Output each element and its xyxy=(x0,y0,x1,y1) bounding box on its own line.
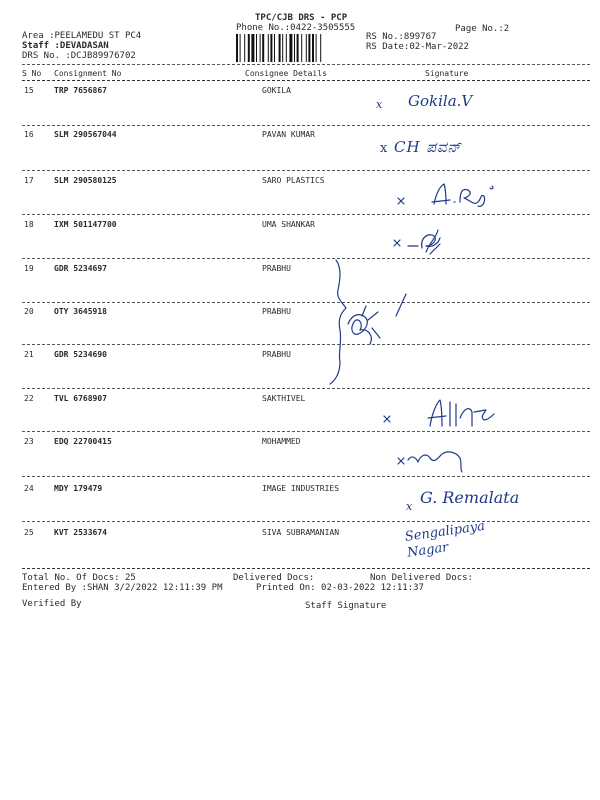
row-consignee: SIVA SUBRAMANIAN xyxy=(262,528,340,537)
barcode-bar xyxy=(282,34,283,62)
row-consignment: GDR 5234690 xyxy=(54,350,107,359)
row-consignee: PRABHU xyxy=(262,350,291,359)
drs-number: DRS No. :DCJB89976702 xyxy=(22,51,136,61)
row-sno: 16 xyxy=(24,130,34,139)
divider xyxy=(22,258,590,259)
divider xyxy=(22,431,590,432)
barcode-bar xyxy=(270,34,272,62)
staff-signature: Staff Signature xyxy=(305,601,387,611)
row-sno: 17 xyxy=(24,176,34,185)
row-consignee: UMA SHANKAR xyxy=(262,220,315,229)
divider xyxy=(22,568,590,569)
barcode-bar xyxy=(297,34,299,62)
row-sno: 23 xyxy=(24,437,34,446)
row-consignee: PRABHU xyxy=(262,307,291,316)
barcode-bar xyxy=(248,34,250,62)
rs-date: RS Date:02-Mar-2022 xyxy=(366,42,469,52)
signature-uma xyxy=(392,228,472,262)
row-consignment: EDQ 22700415 xyxy=(54,437,112,446)
entered-by: Entered By :SHAN 3/2/2022 12:11:39 PM xyxy=(22,583,223,593)
row-consignee: MOHAMMED xyxy=(262,437,301,446)
barcode-bar xyxy=(286,34,287,62)
barcode-bar xyxy=(279,34,281,62)
row-sno: 18 xyxy=(24,220,34,229)
row-sno: 22 xyxy=(24,394,34,403)
total-docs: Total No. Of Docs: 25 xyxy=(22,573,136,583)
barcode-bar xyxy=(240,34,241,62)
barcode-bar xyxy=(256,34,257,62)
area-label: Area :PEELAMEDU ST PC4 xyxy=(22,31,142,41)
printed-on: Printed On: 02-03-2022 12:11:37 xyxy=(256,583,424,593)
row-consignee: SARO PLASTICS xyxy=(262,176,325,185)
table-row xyxy=(0,307,600,321)
barcode-bar xyxy=(268,34,269,62)
row-consignee: PRABHU xyxy=(262,264,291,273)
barcode-bar xyxy=(244,34,245,62)
row-consignee: PAVAN KUMAR xyxy=(262,130,315,139)
barcode-bar xyxy=(274,34,275,62)
col-signature: Signature xyxy=(425,69,469,78)
cross-mark: x xyxy=(376,98,383,111)
cross-mark: x xyxy=(380,141,388,156)
row-consignment: MDY 179479 xyxy=(54,484,103,493)
row-consignment: KVT 2533674 xyxy=(54,528,107,537)
staff-label: Staff :DEVADASAN xyxy=(22,41,109,51)
divider xyxy=(22,80,590,81)
divider xyxy=(22,344,590,345)
barcode-bar xyxy=(294,34,295,62)
row-consignment: GDR 5234697 xyxy=(54,264,107,273)
divider xyxy=(22,388,590,389)
document-title: TPC/CJB DRS - PCP xyxy=(255,13,348,23)
row-sno: 21 xyxy=(24,350,34,359)
barcode-bar xyxy=(289,34,292,62)
row-sno: 20 xyxy=(24,307,34,316)
col-consignee: Consignee Details xyxy=(245,69,327,78)
barcode-bar xyxy=(312,34,314,62)
cross-mark: x xyxy=(406,500,413,513)
barcode-bar xyxy=(251,34,254,62)
row-sno: 24 xyxy=(24,484,34,493)
col-consignment: Consignment No xyxy=(54,69,122,78)
row-sno: 19 xyxy=(24,264,34,273)
row-consignment: IXM 501147700 xyxy=(54,220,117,229)
signature-mohammed xyxy=(396,444,476,478)
rs-number: RS No.:899767 xyxy=(366,32,437,42)
table-row xyxy=(0,264,600,278)
table-row xyxy=(0,437,600,451)
row-sno: 15 xyxy=(24,86,34,95)
barcode xyxy=(236,34,360,62)
signature-image-industries: G. Remalata xyxy=(420,488,520,507)
row-consignee: GOKILA xyxy=(262,86,291,95)
divider xyxy=(22,302,590,303)
row-consignment: TRP 7656867 xyxy=(54,86,107,95)
divider xyxy=(22,476,590,477)
divider xyxy=(22,125,590,126)
row-consignee: SAKTHIVEL xyxy=(262,394,306,403)
divider xyxy=(22,170,590,171)
row-consignment: SLM 290567044 xyxy=(54,130,117,139)
signature-gokila: Gokila.V xyxy=(408,92,473,110)
table-row xyxy=(0,220,600,234)
barcode-bar xyxy=(260,34,261,62)
page-number: Page No.:2 xyxy=(455,24,510,34)
barcode-bar xyxy=(301,34,302,62)
row-sno: 25 xyxy=(24,528,34,537)
signature-saro xyxy=(396,180,516,214)
phone-number: Phone No.:0422-3505555 xyxy=(236,23,356,33)
signature-pavan: CH ಪವನ್ xyxy=(394,138,462,156)
barcode-bar xyxy=(316,34,317,62)
col-sno: S No xyxy=(22,69,42,78)
verified-by: Verified By xyxy=(22,599,82,609)
table-row xyxy=(0,394,600,408)
divider xyxy=(22,64,590,65)
table-row xyxy=(0,86,600,100)
signature-siva: Sengalipaya Nagar xyxy=(404,518,486,561)
barcode-bar xyxy=(306,34,307,62)
barcode-bar xyxy=(236,34,238,62)
table-row xyxy=(0,350,600,364)
row-consignment: OTY 3645918 xyxy=(54,307,107,316)
barcode-bar xyxy=(262,34,264,62)
non-delivered-docs: Non Delivered Docs: xyxy=(370,573,473,583)
table-row xyxy=(0,130,600,144)
barcode-bar xyxy=(320,34,321,62)
group-bracket xyxy=(322,258,432,392)
row-consignee: IMAGE INDUSTRIES xyxy=(262,484,340,493)
row-consignment: TVL 6768907 xyxy=(54,394,107,403)
delivered-docs: Delivered Docs: xyxy=(233,573,315,583)
divider xyxy=(22,214,590,215)
barcode-bar xyxy=(308,34,310,62)
row-consignment: SLM 290580125 xyxy=(54,176,117,185)
signature-sakthivel xyxy=(380,398,500,436)
